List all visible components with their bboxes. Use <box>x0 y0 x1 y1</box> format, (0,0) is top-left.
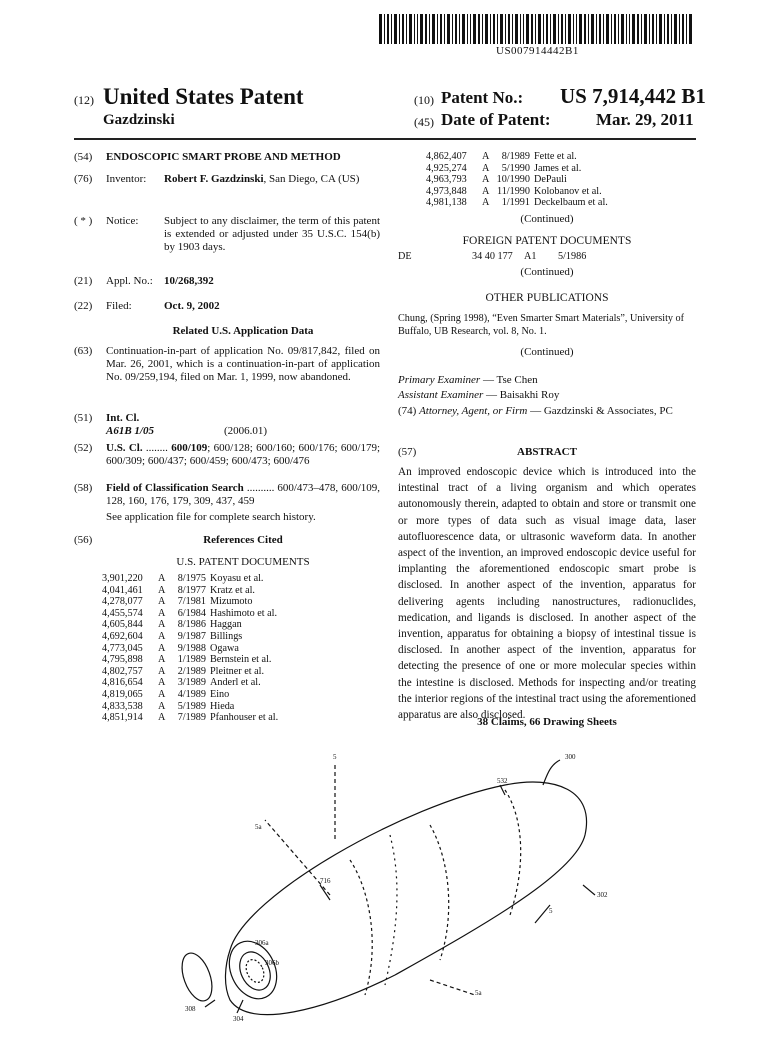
field-search-dots: .......... <box>243 482 278 494</box>
code-76: (76) <box>74 173 93 185</box>
primary-examiner-label: Primary Examiner <box>398 374 481 386</box>
patent-number: US 7,914,442 B1 <box>560 84 706 108</box>
reference-date: 8/1989 <box>501 151 530 162</box>
reference-kind: A <box>158 700 166 712</box>
continued-references-table <box>426 151 696 213</box>
assistant-examiner-name: — Baisakhi Roy <box>483 389 560 401</box>
int-cl-label: Int. Cl. <box>106 412 140 424</box>
reference-kind: A <box>482 162 490 174</box>
reference-date: 11/1990 <box>496 185 530 197</box>
reference-date: 8/1986 <box>177 619 206 631</box>
reference-number: 4,802,757 <box>102 665 143 677</box>
reference-row <box>102 701 378 713</box>
attorney-name: — Gazdzinski & Associates, PC <box>527 405 673 417</box>
reference-row <box>102 631 378 643</box>
label-716: 716 <box>320 877 331 885</box>
us-cl-entry <box>106 442 380 468</box>
foreign-kind: A1 <box>524 251 537 262</box>
reference-date: 4/1989 <box>177 688 206 700</box>
inventor-location: , San Diego, CA (US) <box>263 173 360 185</box>
right-column <box>398 151 696 729</box>
field-search-entry <box>106 482 380 508</box>
continued-3: (Continued) <box>520 346 574 358</box>
notice-label: Notice: <box>106 215 139 227</box>
abstract-text: An improved endoscopic device which is introduced into the intestinal tract of a living organism and which operates autonomously therein, adapted to obtain and store or transmit one or more types of data such as visual image data, laser autofluorescence data, or ultrasonic waveform data. In another aspect of the invention, an improved endoscopic device useful for implanting the aforementioned endoscopic smart probe is disclosed. In another aspect of the invention, apparatus for delivering agents including nanostructures, radionuclides, medication, and ligands is disclosed. In another aspect of the invention, apparatus for obtaining a biopsy of intestinal tissue is disclosed. In another aspect of the invention, apparatus for detecting the presence of one or more molecular species within the intestine is disclosed. Methods for inspecting and/or treating the interior regions of the intestinal tract using the aforementioned apparatus are also disclosed. <box>398 466 696 722</box>
other-publications-heading: OTHER PUBLICATIONS <box>485 292 609 304</box>
field-search-label: Field of Classification Search <box>106 482 244 494</box>
reference-row <box>426 163 696 175</box>
band-dash-1 <box>350 860 372 995</box>
foreign-documents-heading: FOREIGN PATENT DOCUMENTS <box>462 235 632 247</box>
invention-title: ENDOSCOPIC SMART PROBE AND METHOD <box>106 151 341 163</box>
primary-examiner-name: — Tse Chen <box>480 374 538 386</box>
reference-inventor: James et al. <box>534 162 582 174</box>
foreign-reference-row <box>398 250 696 266</box>
reference-inventor: Mizumoto <box>210 596 253 608</box>
code-21: (21) <box>74 275 93 287</box>
barcode <box>379 14 693 44</box>
reference-inventor: Hashimoto et al. <box>210 607 278 619</box>
band-dash-3 <box>505 790 521 915</box>
code-22: (22) <box>74 300 93 312</box>
reference-number: 4,819,065 <box>102 688 143 700</box>
reference-kind: A <box>482 151 490 162</box>
label-304: 304 <box>233 1015 244 1023</box>
reference-row <box>102 666 378 678</box>
reference-date: 2/1989 <box>177 665 206 677</box>
claims-summary: 38 Claims, 66 Drawing Sheets <box>477 716 617 728</box>
reference-row <box>426 174 696 186</box>
reference-row <box>102 573 378 585</box>
code-52: (52) <box>74 442 93 454</box>
reference-number: 4,862,407 <box>426 151 467 162</box>
reference-kind: A <box>158 712 166 724</box>
reference-inventor: Koyasu et al. <box>210 573 264 584</box>
left-column <box>74 151 380 728</box>
attorney-code: (74) <box>398 405 420 417</box>
reference-number: 4,041,461 <box>102 584 143 596</box>
reference-date: 3/1989 <box>177 677 206 689</box>
reference-number: 4,963,793 <box>426 174 467 186</box>
foreign-date: 5/1986 <box>558 251 587 262</box>
reference-row <box>426 151 696 163</box>
reference-number: 4,795,898 <box>102 654 143 666</box>
foreign-country: DE <box>398 251 412 262</box>
reference-inventor: Ogawa <box>210 642 239 654</box>
label-308: 308 <box>185 1005 196 1013</box>
reference-inventor: Kolobanov et al. <box>534 185 602 197</box>
reference-inventor: Eino <box>210 688 230 700</box>
inventor-entry <box>164 173 380 186</box>
band-dash-2 <box>430 825 449 960</box>
field-search-values: 600/473–478, 600/109, 128, 160, 176, 179, 309, 437, 459 <box>106 482 380 507</box>
reference-inventor: Pleitner et al. <box>210 665 265 677</box>
see-application: See application file for complete search history. <box>106 511 316 523</box>
reference-number: 4,833,538 <box>102 700 143 712</box>
reference-date: 8/1975 <box>177 573 206 584</box>
reference-date: 5/1990 <box>501 162 530 174</box>
reference-row <box>102 608 378 620</box>
leader-304 <box>237 1000 243 1013</box>
label-532: 532 <box>497 777 508 785</box>
code-63: (63) <box>74 345 93 357</box>
attorney <box>398 404 696 446</box>
filed-date: Oct. 9, 2002 <box>164 300 220 312</box>
reference-inventor: Anderl et al. <box>210 677 261 689</box>
appl-no: 10/268,392 <box>164 275 214 287</box>
label-5-right: 5 <box>549 907 553 915</box>
inventor-surname: Gazdzinski <box>103 112 175 128</box>
reference-number: 4,925,274 <box>426 162 467 174</box>
section-line-right <box>535 905 550 923</box>
reference-kind: A <box>158 642 166 654</box>
reference-date: 9/1988 <box>177 642 206 654</box>
reference-kind: A <box>158 677 166 689</box>
reference-date: 6/1984 <box>177 607 206 619</box>
reference-kind: A <box>158 619 166 631</box>
patent-drawing <box>175 745 615 1035</box>
reference-kind: A <box>158 665 166 677</box>
int-cl-code: A61B 1/05 <box>106 425 154 437</box>
code-45: (45) <box>414 115 434 129</box>
notice-text: Subject to any disclaimer, the term of this patent is extended or adjusted under 35 U.S.C. 154(b) by 1903 days. <box>164 215 380 253</box>
continued-1: (Continued) <box>520 213 574 225</box>
reference-inventor: Kratz et al. <box>210 584 255 596</box>
code-notice: ( * ) <box>74 215 93 227</box>
us-cl-rest: ; 600/128; 600/160; 600/176; 600/179; 600/309; 600/437; 600/459; 600/473; 600/476 <box>106 442 381 467</box>
reference-number: 4,981,138 <box>426 197 467 209</box>
primary-examiner <box>398 374 696 389</box>
code-58: (58) <box>74 482 93 494</box>
barcode-number: US007914442B1 <box>496 45 579 57</box>
code-56: (56) <box>74 534 93 546</box>
attorney-label: Attorney, Agent, or Firm <box>419 405 528 417</box>
reference-date: 9/1987 <box>177 630 206 642</box>
reference-row <box>102 643 378 655</box>
label-5a-bottom: 5a <box>475 989 482 997</box>
section-line-5a-bottom <box>430 980 475 995</box>
reference-row <box>102 596 378 608</box>
reference-inventor: Haggan <box>210 619 242 631</box>
label-306b: 306b <box>265 959 279 967</box>
label-306a: 306a <box>255 939 269 947</box>
label-5-top: 5 <box>333 753 337 761</box>
reference-row <box>102 585 378 597</box>
code-10: (10) <box>414 93 434 107</box>
leader-532 <box>500 785 505 795</box>
band-dash-4 <box>385 835 397 985</box>
reference-inventor: Hieda <box>210 700 235 712</box>
code-12: (12) <box>74 93 94 107</box>
reference-number: 4,692,604 <box>102 630 143 642</box>
us-cl-label: U.S. Cl. <box>106 442 143 454</box>
filed-label: Filed: <box>106 300 132 312</box>
reference-kind: A <box>158 596 166 608</box>
reference-number: 4,773,045 <box>102 642 143 654</box>
reference-kind: A <box>158 607 166 619</box>
reference-inventor: Pfanhouser et al. <box>210 712 279 724</box>
reference-row <box>102 654 378 666</box>
code-54: (54) <box>74 151 93 163</box>
reference-number: 3,901,220 <box>102 573 143 584</box>
header-divider <box>74 138 696 140</box>
reference-inventor: Deckelbaum et al. <box>534 197 608 209</box>
reference-row <box>102 689 378 701</box>
reference-kind: A <box>158 630 166 642</box>
reference-kind: A <box>158 654 166 666</box>
label-302: 302 <box>597 891 608 899</box>
reference-date: 7/1989 <box>177 712 206 724</box>
related-heading: Related U.S. Application Data <box>172 325 314 337</box>
label-5a-left: 5a <box>255 823 262 831</box>
reference-inventor: Billings <box>210 630 243 642</box>
reference-number: 4,851,914 <box>102 712 143 724</box>
reference-kind: A <box>158 584 166 596</box>
abstract-heading-row <box>398 446 696 464</box>
reference-inventor: DePauli <box>534 174 567 186</box>
label-300: 300 <box>565 753 576 761</box>
reference-row <box>426 186 696 198</box>
reference-date: 7/1981 <box>177 596 206 608</box>
leader-300 <box>543 760 560 785</box>
reference-number: 4,278,077 <box>102 596 143 608</box>
reference-kind: A <box>158 688 166 700</box>
capsule-outline <box>225 782 586 1015</box>
us-references-list <box>74 573 380 728</box>
assistant-examiner-label: Assistant Examiner <box>398 389 484 401</box>
int-cl-date: (2006.01) <box>224 425 268 437</box>
us-references-table <box>102 573 378 724</box>
reference-kind: A <box>482 185 490 197</box>
date-of-patent: Mar. 29, 2011 <box>596 110 694 129</box>
reference-date: 8/1977 <box>177 584 206 596</box>
barcode-graphic <box>379 14 693 44</box>
us-cl-main: 600/109 <box>171 442 208 454</box>
reference-row <box>102 712 378 724</box>
leader-308 <box>205 1000 215 1007</box>
code-57: (57) <box>398 446 417 458</box>
reference-date: 1/1989 <box>177 654 206 666</box>
appl-no-label: Appl. No.: <box>106 275 153 287</box>
reference-kind: A <box>482 174 490 186</box>
nose-lens <box>243 957 268 986</box>
reference-date: 1/1991 <box>501 197 530 209</box>
inventor-name: Robert F. Gazdzinski <box>164 173 264 185</box>
foreign-number: 34 40 177 <box>472 251 513 262</box>
reference-date: 5/1989 <box>177 700 206 712</box>
other-publication: Chung, (Spring 1998), “Even Smarter Smart Materials”, University of Buffalo, UB Research, vol. 8, No. 1. <box>398 313 685 337</box>
document-type: United States Patent <box>103 84 304 109</box>
reference-row <box>102 677 378 689</box>
references-heading: References Cited <box>203 534 283 546</box>
nose-ring <box>220 934 285 1007</box>
reference-inventor: Fette et al. <box>534 151 577 162</box>
reference-number: 4,816,654 <box>102 677 143 689</box>
us-cl-dots: ........ <box>142 442 172 454</box>
reference-kind: A <box>158 573 166 584</box>
reference-row <box>102 619 378 631</box>
reference-row <box>426 197 696 209</box>
assistant-examiner <box>398 389 696 404</box>
us-documents-heading: U.S. PATENT DOCUMENTS <box>176 556 310 568</box>
capsule-drawing <box>175 745 615 1035</box>
patent-number-label: Patent No.: <box>441 88 524 107</box>
code-51: (51) <box>74 412 93 424</box>
abstract-heading: ABSTRACT <box>517 446 577 458</box>
leader-302 <box>583 885 595 895</box>
date-of-patent-label: Date of Patent: <box>441 110 551 129</box>
continuation-text: Continuation-in-part of application No. 09/817,842, filed on Mar. 26, 2001, which is a continuation-in-part of application No. 09/259,194, filed on Mar. 1, 1999, now abandoned. <box>106 345 380 383</box>
continued-2: (Continued) <box>520 266 574 278</box>
reference-kind: A <box>482 197 490 209</box>
reference-number: 4,605,844 <box>102 619 143 631</box>
reference-number: 4,973,848 <box>426 185 467 197</box>
reference-number: 4,455,574 <box>102 607 143 619</box>
inventor-label: Inventor: <box>106 173 147 185</box>
reference-inventor: Bernstein et al. <box>210 654 272 666</box>
end-cap <box>176 949 218 1005</box>
reference-date: 10/1990 <box>496 174 530 186</box>
